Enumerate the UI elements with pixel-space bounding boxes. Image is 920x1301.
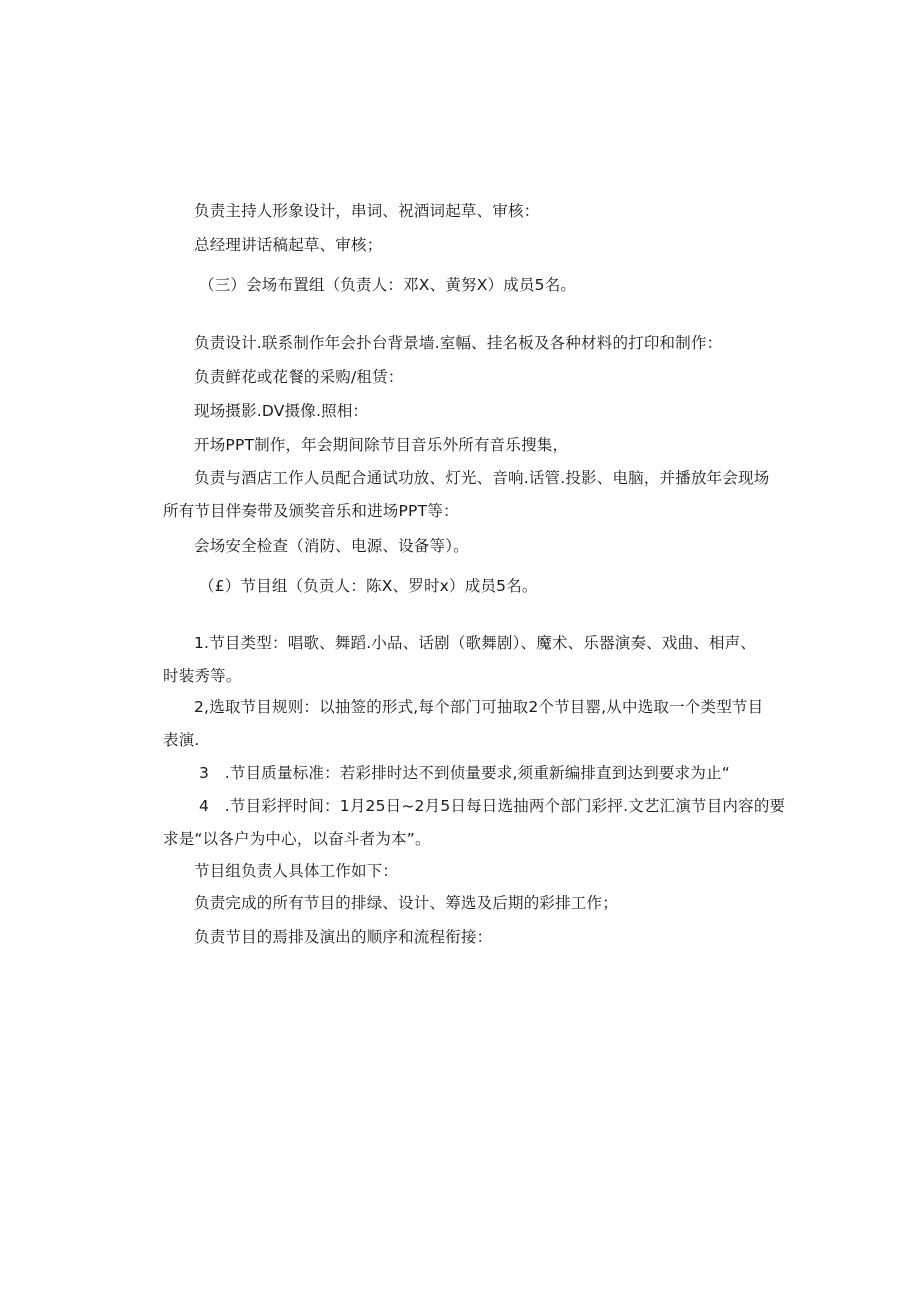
- text-line-photography: 现场摄影.DV摄像.照相：: [194, 402, 369, 420]
- text-line-av-coordination: 负责与酒店工作人员配合通试功放、灯光、音响.话管.投影、电脑，并播放年会现场: [194, 469, 770, 487]
- text-line-safety-check: 会场安全检查（消防、电源、设备等）。: [194, 537, 469, 555]
- list-item-program-types-cont: 时装秀等。: [163, 667, 242, 685]
- list-item-rehearsal-time-cont: 求是“以各户为中心，以奋斗者为本”。: [163, 830, 431, 848]
- list-item-quality-standard: 3 .节目质量标准：若彩排时达不到侦量要求,须重新编排直到达到要求为止“: [199, 764, 730, 782]
- text-line-ppt-music: 开场PPT制作，年会期间除节目音乐外所有音乐搜集，: [194, 436, 569, 454]
- list-item-selection-rules-cont: 表演.: [163, 731, 200, 749]
- list-item-program-types: 1.节目类型：唱歌、舞蹈.小品、话剧（歌舞剧）、魔术、乐器演奏、戏曲、相声、: [194, 634, 757, 652]
- section-heading-venue-group: （三）会场布置组（负责人：邓X、黄努X）成员5名。: [199, 276, 577, 294]
- text-line-backdrop-design: 负责设计.联系制作年会扑台背景墙.室幅、挂名板及各种材料的打印和制作：: [194, 334, 723, 352]
- text-line-host-design: 负责主持人形象设计，串词、祝酒词起草、审核：: [194, 202, 540, 220]
- text-line-av-coordination-cont: 所有节目伴奏带及颁奖音乐和进场PPT等：: [163, 502, 459, 520]
- list-item-rehearsal-time: 4 .节目彩抨时间：1月25日~2月5日每日选抽两个部门彩抨.文艺汇演节目内容的要: [199, 797, 786, 815]
- text-line-rehearsal-work: 负责完成的所有节目的排绿、设计、筹选及后期的彩排工作；: [194, 894, 618, 912]
- section-heading-program-group: （£）节目组（负贡人：陈X、罗时x）成员5名。: [199, 577, 538, 595]
- text-line-flowers: 负责鲜花或花餐的采购/租赁：: [194, 368, 404, 386]
- text-line-speech-draft: 总经理讲话稿起草、审核；: [194, 236, 383, 254]
- text-line-group-duties-intro: 节目组负责人具体工作如下：: [194, 862, 399, 880]
- list-item-selection-rules: 2,选取节目规则：以抽签的形式,每个部门可抽取2个节目罂,从中选取一个类型节目: [194, 698, 764, 716]
- text-line-program-order: 负责节目的焉排及演出的顺序和流程衔接：: [194, 928, 493, 946]
